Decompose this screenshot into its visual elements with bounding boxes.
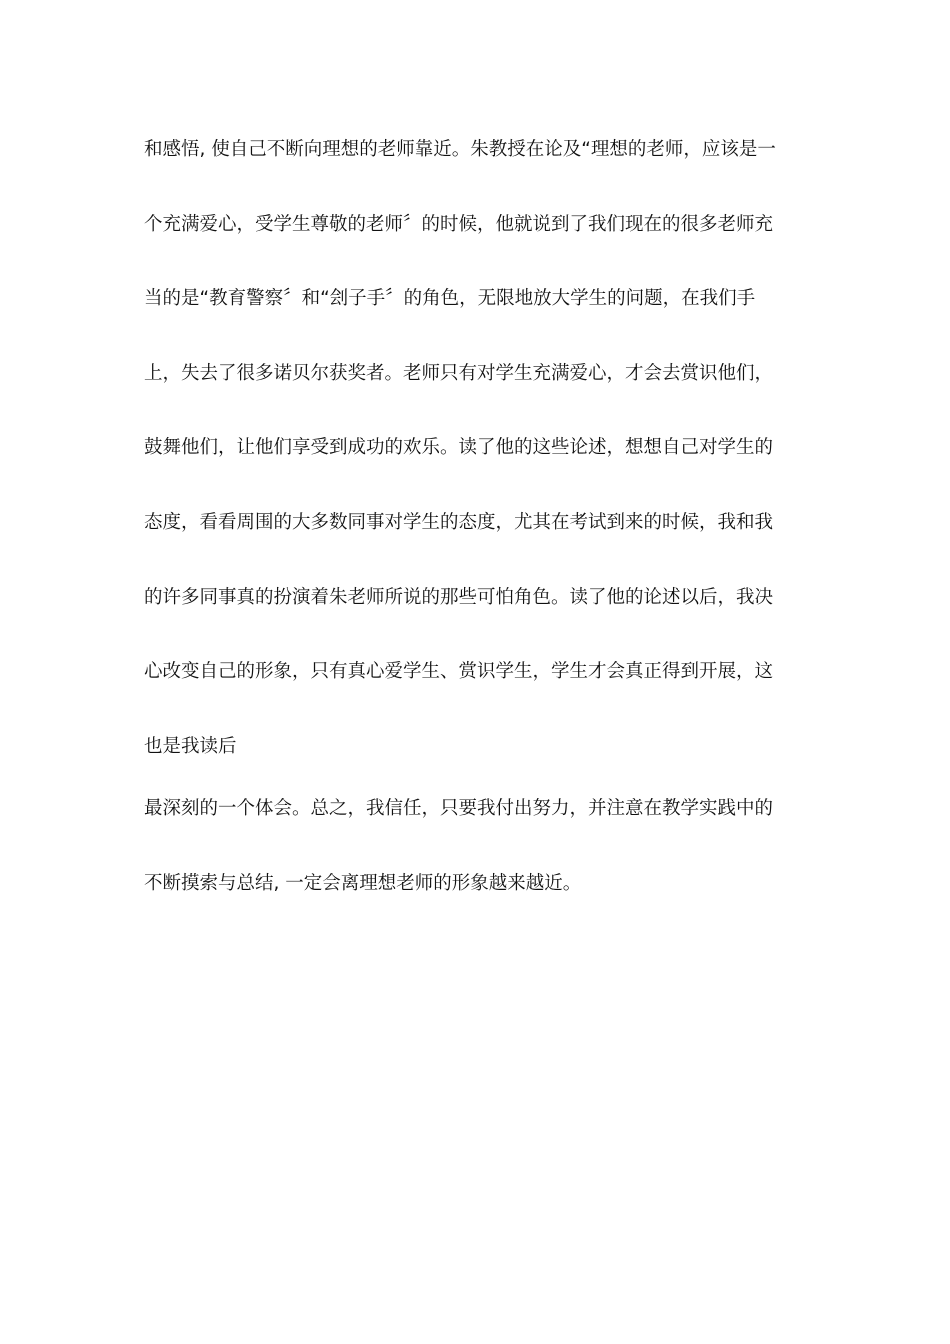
paragraph-line: 和感悟, 使自己不断向理想的老师靠近。朱教授在论及“理想的老师，应该是一 [144,139,776,160]
paragraph-line: 心改变自己的形象，只有真心爱学生、赏识学生，学生才会真正得到开展，这 [144,661,774,682]
paragraph-line: 鼓舞他们，让他们享受到成功的欢乐。读了他的这些论述，想想自己对学生的 [144,437,774,458]
paragraph-line: 不断摸索与总结, 一定会离理想老师的形象越来越近。 [144,873,582,894]
paragraph-line: 态度，看看周围的大多数同事对学生的态度，尤其在考试到来的时候，我和我 [144,512,774,533]
paragraph-line: 上，失去了很多诺贝尔获奖者。老师只有对学生充满爱心，才会去赏识他们， [144,363,774,384]
paragraph-line: 当的是“教育警察〞和“刽子手〞的角色，无限地放大学生的问题，在我们手 [144,288,756,309]
paragraph-line: 的许多同事真的扮演着朱老师所说的那些可怕角色。读了他的论述以后，我决 [144,587,774,608]
paragraph-line: 也是我读后 [144,736,237,757]
paragraph-line: 个充满爱心，受学生尊敬的老师〞的时候，他就说到了我们现在的很多老师充 [144,214,774,235]
paragraph-line: 最深刻的一个体会。总之，我信任，只要我付出努力，并注意在教学实践中的 [144,798,774,819]
